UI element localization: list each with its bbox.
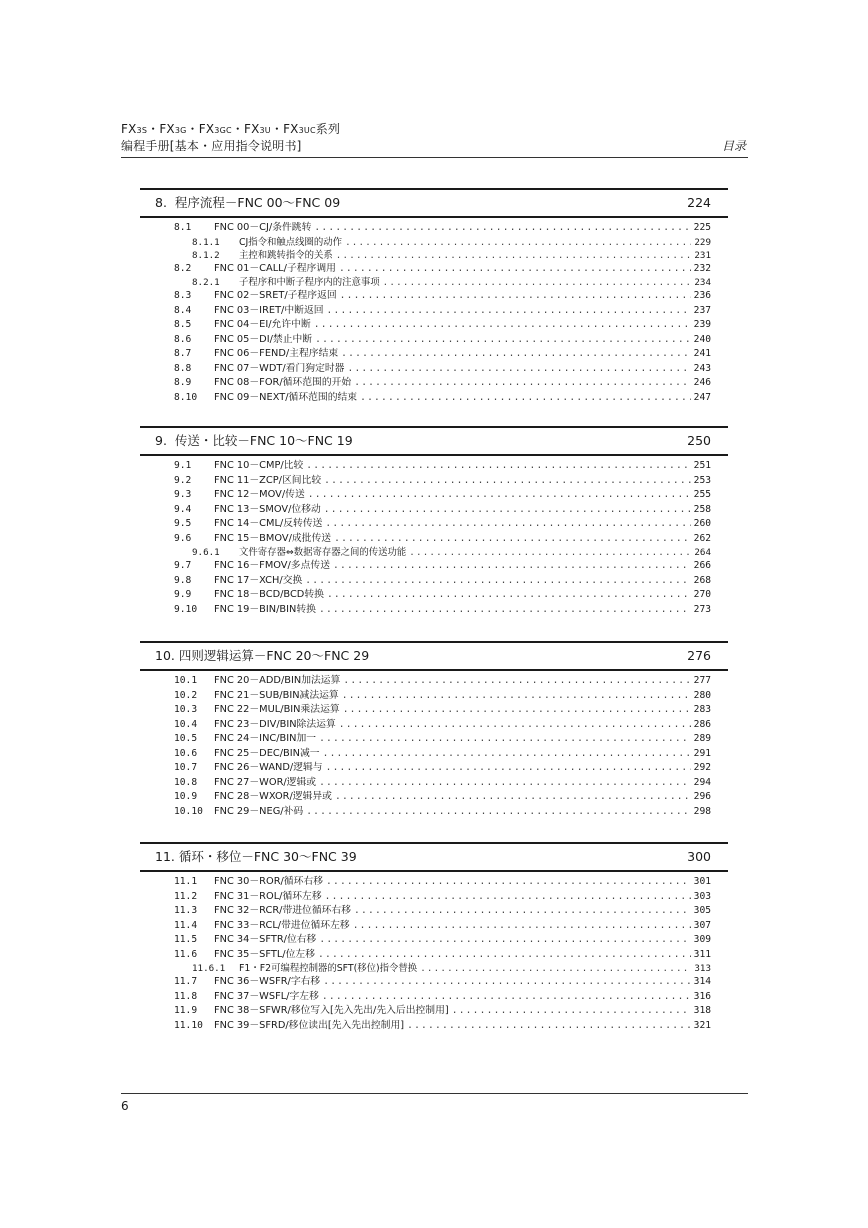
entry-title: FNC 18－BCD/BCD转换 [214,589,324,600]
entry-title: FNC 38－SFWR/移位写入[先入先出/先入后出控制用] [214,1005,449,1016]
entry-title: FNC 36－WSFR/字右移 [214,976,321,987]
toc-entry[interactable] [140,574,728,589]
chapter-heading[interactable] [140,426,728,456]
entry-title: FNC 28－WXOR/逻辑异或 [214,791,332,802]
model-fx3uc: FX3UC [283,122,316,136]
entry-title: FNC 34－SFTR/位右移 [214,934,317,945]
entry-number: 8.6 [174,333,192,345]
dot-leader [314,318,691,333]
entry-number: 11.7 [174,976,198,987]
entry-page: 316 [693,990,711,1002]
model-fx3gc: FX3GC・ [198,122,244,136]
toc-entry[interactable] [140,318,728,333]
toc-entry[interactable] [140,304,728,319]
toc-entry[interactable] [140,689,728,704]
entry-page: 296 [693,791,711,802]
entry-title: FNC 33－RCL/带进位循环左移 [214,919,350,931]
entry-page: 280 [693,689,711,701]
entry-title: FNC 30－ROR/循环右移 [214,876,323,887]
dot-leader [347,362,690,377]
dot-leader [327,304,691,319]
entry-title: FNC 09－NEXT/循环范围的结束 [214,391,358,403]
entry-number: 9.8 [174,574,192,586]
entry-page: 294 [693,776,711,788]
entry-title: FNC 00－CJ/条件跳转 [214,222,312,233]
toc-entry[interactable] [140,975,728,990]
toc-chapter [140,641,728,819]
dot-leader [354,904,691,919]
dot-leader [339,718,691,733]
dot-leader [315,333,691,348]
entry-page: 283 [693,704,711,715]
entry-page: 232 [693,262,711,274]
entry-page: 314 [693,976,711,987]
entry-page: 270 [693,589,711,600]
entry-number: 10.8 [174,776,198,788]
entry-list [140,674,728,819]
dot-leader [383,276,692,289]
entry-number: 9.4 [174,503,192,515]
footer-divider [121,1093,748,1094]
dot-leader [354,376,690,391]
toc-entry[interactable] [140,948,728,963]
entry-number: 11.1 [174,876,198,887]
entry-number: 8.1 [174,222,192,233]
model-fx3u: FX3U・ [243,122,284,136]
entry-number: 8.10 [174,391,198,403]
entry-title: CJ指令和触点线圈的动作 [239,236,343,248]
entry-number: 11.8 [174,990,198,1002]
entry-title: FNC 14－CML/反转传送 [214,518,323,529]
entry-number: 11.6.1 [192,963,226,974]
dot-leader [345,236,691,249]
chapter-page: 224 [687,195,711,210]
entry-number: 9.1 [174,460,192,471]
dot-leader [342,689,691,704]
entry-number: 11.2 [174,890,198,902]
entry-page: 266 [693,560,711,571]
dot-leader [322,990,691,1005]
entry-page: 291 [693,747,711,759]
dot-leader [343,674,690,689]
toc-entry[interactable] [140,904,728,919]
series-suffix: 系列 [315,122,341,136]
entry-number: 9.5 [174,518,192,529]
entry-title: FNC 24－INC/BIN加一 [214,733,317,744]
dot-leader [319,603,691,618]
toc-entry[interactable] [140,362,728,377]
model-fx3g: FX3G・ [159,122,199,136]
entry-page: 318 [693,1005,711,1016]
entry-page: 229 [694,236,711,248]
dot-leader [324,474,691,489]
toc-entry[interactable] [140,559,728,574]
entry-page: 301 [693,876,711,887]
dot-leader [318,948,691,963]
entry-page: 243 [693,362,711,374]
toc-entry[interactable] [140,1004,728,1019]
entry-list [140,221,728,405]
entry-title: FNC 29－NEG/补码 [214,805,304,817]
entry-title: F1・F2可编程控制器的SFT(移位)指令替换 [239,963,418,974]
dot-leader [353,919,691,934]
toc-entry[interactable] [140,488,728,503]
entry-title: FNC 03－IRET/中断返回 [214,304,324,316]
entry-number: 8.1.1 [192,236,220,248]
dot-leader [319,933,690,948]
entry-page: 321 [693,1019,711,1031]
entry-number: 8.2.1 [192,277,220,288]
entry-page: 258 [693,503,711,515]
entry-number: 10.6 [174,747,198,759]
entry-number: 10.2 [174,689,198,701]
entry-title: FNC 23－DIV/BIN除法运算 [214,718,336,730]
entry-number: 11.9 [174,1005,198,1016]
toc-entry[interactable] [140,262,728,277]
entry-page: 309 [693,934,711,945]
dot-leader [319,732,691,747]
toc-entry[interactable] [140,875,728,890]
dot-leader [306,805,690,820]
toc-entry[interactable] [140,1019,728,1034]
section-label: 目录 [721,139,746,153]
chapter-page: 276 [687,648,711,663]
toc-entry[interactable] [140,391,728,406]
dot-leader [452,1004,691,1019]
entry-page: 246 [693,377,711,388]
entry-title: FNC 12－MOV/传送 [214,489,305,500]
toc-subentry[interactable] [140,276,728,289]
toc-entry[interactable] [140,933,728,948]
dot-leader [333,559,691,574]
page-number: 6 [121,1099,129,1113]
entry-number: 10.7 [174,762,198,773]
entry-title: FNC 19－BIN/BIN转换 [214,603,316,615]
entry-list [140,459,728,617]
dot-leader [314,221,690,236]
chapter-title: 8. 程序流程－FNC 00～FNC 09 [155,195,341,210]
dot-leader [341,347,691,362]
dot-leader [326,761,691,776]
dot-leader [308,488,691,503]
series-title [121,122,340,138]
toc-entry[interactable] [140,761,728,776]
entry-page: 303 [693,890,711,902]
chapter-heading[interactable] [140,842,728,872]
entry-number: 10.5 [174,733,198,744]
entry-page: 251 [693,460,711,471]
entry-number: 11.10 [174,1019,203,1031]
toc-entry[interactable] [140,333,728,348]
dot-leader [334,532,691,547]
entry-number: 8.4 [174,304,192,316]
entry-list [140,875,728,1033]
entry-title: FNC 13－SMOV/位移动 [214,503,321,515]
entry-number: 10.9 [174,791,198,802]
toc-entry[interactable] [140,503,728,518]
toc-entry[interactable] [140,376,728,391]
toc-subentry[interactable] [140,249,728,262]
toc-entry[interactable] [140,532,728,547]
entry-title: FNC 01－CALL/子程序调用 [214,262,336,274]
toc-entry[interactable] [140,919,728,934]
entry-page: 307 [693,919,711,931]
dot-leader [326,875,691,890]
entry-title: FNC 04－EI/允许中断 [214,319,311,330]
chapter-title: 10. 四则逻辑运算－FNC 20～FNC 29 [155,648,370,663]
entry-title: FNC 15－BMOV/成批传送 [214,532,332,544]
entry-title: FNC 20－ADD/BIN加法运算 [214,675,341,686]
toc-chapter [140,426,728,617]
chapter-page: 300 [687,849,711,864]
toc-chapter [140,842,728,1033]
toc-entry[interactable] [140,289,728,304]
toc-entry[interactable] [140,732,728,747]
chapter-title: 9. 传送・比较－FNC 10～FNC 19 [155,433,353,448]
entry-title: FNC 25－DEC/BIN减一 [214,747,320,759]
toc-chapter [140,188,728,405]
dot-leader [306,459,690,474]
entry-number: 11.6 [174,948,198,960]
entry-title: FNC 07－WDT/看门狗定时器 [214,362,345,374]
toc-subentry[interactable] [140,962,728,975]
entry-number: 10.1 [174,675,198,686]
entry-title: 子程序和中断子程序内的注意事项 [239,277,380,288]
dot-leader [339,262,691,277]
entry-number: 9.6 [174,532,192,544]
dot-leader [335,790,691,805]
entry-title: FNC 17－XCH/交换 [214,574,303,586]
dot-leader [409,546,691,559]
toc-entry[interactable] [140,703,728,718]
entry-page: 262 [693,532,711,544]
entry-page: 273 [693,603,711,615]
toc-entry[interactable] [140,588,728,603]
entry-title: FNC 06－FEND/主程序结束 [214,348,339,359]
dot-leader [407,1019,691,1034]
dot-leader [323,747,691,762]
dot-leader [340,289,691,304]
toc-entry[interactable] [140,718,728,733]
entry-title: FNC 35－SFTL/位左移 [214,948,315,960]
entry-page: 247 [693,391,711,403]
entry-page: 311 [693,948,711,960]
header-divider [121,157,748,158]
entry-number: 8.3 [174,290,192,301]
entry-page: 237 [693,304,711,316]
toc-entry[interactable] [140,805,728,820]
dot-leader [325,890,691,905]
entry-title: FNC 16－FMOV/多点传送 [214,560,330,571]
entry-number: 8.5 [174,319,192,330]
entry-page: 268 [693,574,711,586]
entry-page: 260 [693,518,711,529]
toc-subentry[interactable] [140,236,728,249]
entry-number: 9.9 [174,589,192,600]
entry-title: FNC 31－ROL/循环左移 [214,890,322,902]
entry-page: 231 [694,249,711,261]
entry-title: FNC 37－WSFL/字左移 [214,990,319,1002]
toc-entry[interactable] [140,890,728,905]
dot-leader [319,776,691,791]
dot-leader [420,962,691,975]
entry-number: 9.3 [174,489,192,500]
entry-number: 11.4 [174,919,198,931]
entry-title: FNC 39－SFRD/移位读出[先入先出控制用] [214,1019,405,1031]
entry-page: 264 [694,547,711,558]
entry-page: 313 [694,963,711,974]
entry-title: FNC 05－DI/禁止中断 [214,333,313,345]
entry-page: 236 [693,290,711,301]
entry-page: 225 [693,222,711,233]
entry-number: 11.5 [174,934,198,945]
entry-title: FNC 21－SUB/BIN减法运算 [214,689,339,701]
entry-page: 305 [693,905,711,916]
entry-title: FNC 02－SRET/子程序返回 [214,290,337,301]
manual-title: 编程手册[基本・应用指令说明书] [121,139,302,153]
entry-page: 239 [693,319,711,330]
toc-entry[interactable] [140,776,728,791]
entry-number: 8.2 [174,262,192,274]
dot-leader [305,574,690,589]
toc-entry[interactable] [140,790,728,805]
toc-entry[interactable] [140,459,728,474]
entry-number: 8.8 [174,362,192,374]
entry-page: 289 [693,733,711,744]
entry-number: 9.10 [174,603,198,615]
chapter-heading[interactable] [140,641,728,671]
toc-entry[interactable] [140,674,728,689]
chapter-page: 250 [687,433,711,448]
entry-page: 292 [693,762,711,773]
chapter-title: 11. 循环・移位－FNC 30～FNC 39 [155,849,357,864]
entry-page: 240 [693,333,711,345]
entry-title: FNC 11－ZCP/区间比较 [214,474,322,486]
entry-number: 10.3 [174,704,198,715]
entry-page: 241 [693,348,711,359]
toc-entry[interactable] [140,474,728,489]
dot-leader [327,588,691,603]
entry-title: 文件寄存器⇔数据寄存器之间的传送功能 [239,547,407,558]
toc-entry[interactable] [140,990,728,1005]
entry-number: 9.6.1 [192,547,220,558]
toc-subentry[interactable] [140,546,728,559]
toc-entry[interactable] [140,603,728,618]
dot-leader [323,975,690,990]
entry-number: 8.7 [174,348,192,359]
entry-page: 298 [693,805,711,817]
toc-entry[interactable] [140,517,728,532]
entry-page: 255 [693,489,711,500]
chapter-heading[interactable] [140,188,728,218]
entry-title: FNC 32－RCR/带进位循环右移 [214,905,352,916]
entry-number: 9.7 [174,560,192,571]
entry-page: 286 [693,718,711,730]
entry-title: FNC 10－CMP/比较 [214,460,304,471]
entry-page: 253 [693,474,711,486]
entry-number: 8.1.2 [192,249,220,261]
entry-title: FNC 27－WOR/逻辑或 [214,776,317,788]
entry-page: 234 [694,277,711,288]
entry-number: 10.10 [174,805,203,817]
entry-number: 9.2 [174,474,192,486]
dot-leader [325,517,690,532]
entry-title: FNC 26－WAND/逻辑与 [214,762,323,773]
entry-title: FNC 08－FOR/循环范围的开始 [214,377,352,388]
model-fx3s: FX3S・ [121,122,160,136]
entry-number: 8.9 [174,377,192,388]
dot-leader [343,703,691,718]
entry-title: 主控和跳转指令的关系 [239,249,333,261]
entry-title: FNC 22－MUL/BIN乘法运算 [214,704,340,715]
dot-leader [336,249,692,262]
entry-number: 10.4 [174,718,198,730]
entry-page: 277 [693,675,711,686]
toc-entry[interactable] [140,221,728,236]
entry-number: 11.3 [174,905,198,916]
toc-entry[interactable] [140,347,728,362]
toc-entry[interactable] [140,747,728,762]
dot-leader [360,391,691,406]
dot-leader [324,503,691,518]
